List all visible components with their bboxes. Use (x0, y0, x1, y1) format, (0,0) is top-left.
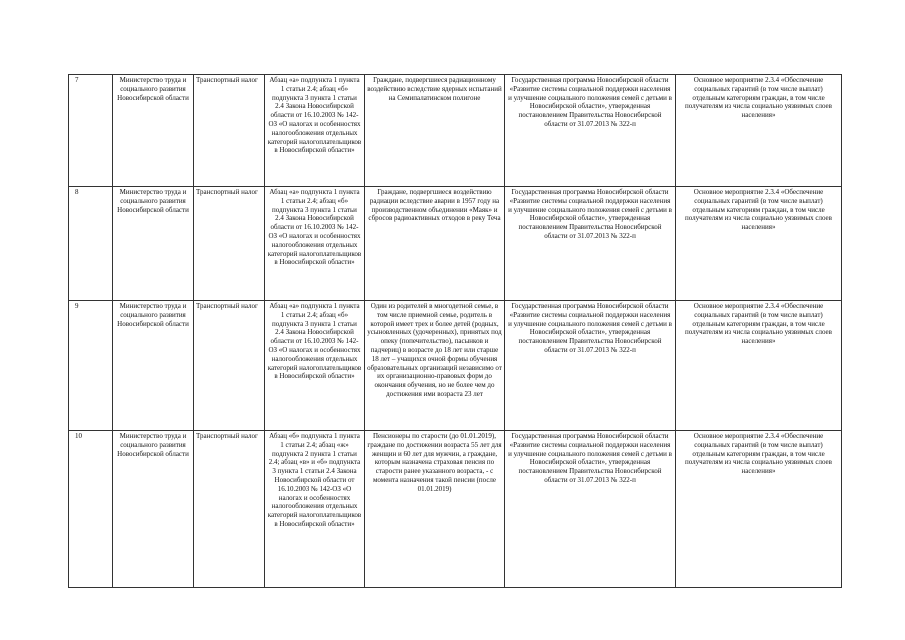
beneficiary-category-cell: Один из родителей в многодетной семье, в том числе приемной семье, родитель в которой имеет трех и более детей (родных, усыновленных (удочеренных), принятых под опеку (попечительство), пасынков и падчериц) в возрасте до 18 лет или старше 18 лет – учащихся очной формы обучения образовательных организаций независимо от их организационно-правовых форм до окончания обучения, но не более чем до достижения ими возраста 23 лет (365, 301, 505, 431)
table-row (69, 187, 842, 301)
main-event-cell: Основное мероприятие 2.3.4 «Обеспечение социальных гарантий (в том числе выплат) отдельным категориям граждан, в том числе получателям из числа социально уязвимых слоев населения» (676, 187, 842, 301)
beneficiary-category-cell: Граждане, подвергшиеся радиационному воздействию вследствие ядерных испытаний на Семипалатинском полигоне (365, 75, 505, 187)
legal-norm-cell: Абзац «б» подпункта 1 пункта 1 статьи 2.4; абзац «ж» подпункта 2 пункта 1 статьи 2.4; абзац «в» и «б» подпункта 3 пункта 1 статьи 2.4 Закона Новосибирской области от 16.10.2003 № 142-ОЗ «О налогах и особенностях налогообложения отдельных категорий налогоплательщиков в Новосибирской области» (265, 431, 365, 588)
main-event-cell: Основное мероприятие 2.3.4 «Обеспечение социальных гарантий (в том числе выплат) отдельным категориям граждан, в том числе получателям из числа социально уязвимых слоев населения» (676, 75, 842, 187)
row-number-cell: 9 (69, 301, 113, 431)
state-program-cell: Государственная программа Новосибирской области «Развитие системы социальной поддержки населения и улучшение социального положения семей с детьми в Новосибирской области», утвержденная постановлением Правительства Новосибирской области от 31.07.2013 № 322-п (505, 75, 676, 187)
organization-cell: Министерство труда и социального развития Новосибирской области (113, 187, 194, 301)
main-event-cell: Основное мероприятие 2.3.4 «Обеспечение социальных гарантий (в том числе выплат) отдельным категориям граждан, в том числе получателям из числа социально уязвимых слоев населения» (676, 301, 842, 431)
main-event-cell: Основное мероприятие 2.3.4 «Обеспечение социальных гарантий (в том числе выплат) отдельным категориям граждан, в том числе получателям из числа социально уязвимых слоев населения» (676, 431, 842, 588)
tax-type-cell: Транспортный налог (194, 187, 265, 301)
beneficiary-category-cell: Граждане, подвергшиеся воздействию радиации вследствие аварии в 1957 году на производственном объединении «Маяк» и сбросов радиоактивных отходов в реку Теча (365, 187, 505, 301)
organization-cell: Министерство труда и социального развития Новосибирской области (113, 301, 194, 431)
legal-norm-cell: Абзац «а» подпункта 1 пункта 1 статьи 2.4; абзац «б» подпункта 3 пункта 1 статьи 2.4 Закона Новосибирской области от 16.10.2003 № 142-ОЗ «О налогах и особенностях налогообложения отдельных категорий налогоплательщиков в Новосибирской области» (265, 75, 365, 187)
organization-cell: Министерство труда и социального развития Новосибирской области (113, 75, 194, 187)
row-number-cell: 10 (69, 431, 113, 588)
table-row (69, 431, 842, 588)
legal-norm-cell: Абзац «а» подпункта 1 пункта 1 статьи 2.4; абзац «б» подпункта 3 пункта 1 статьи 2.4 Закона Новосибирской области от 16.10.2003 № 142-ОЗ «О налогах и особенностях налогообложения отдельных категорий налогоплательщиков в Новосибирской области» (265, 187, 365, 301)
row-number-cell: 8 (69, 187, 113, 301)
beneficiary-category-cell: Пенсионеры по старости (до 01.01.2019), граждане по достижении возраста 55 лет для женщин и 60 лет для мужчин, а граждане, которым назначена страховая пенсия по старости ранее указанного возраста, - с момента назначения такой пенсии (после 01.01.2019) (365, 431, 505, 588)
tax-type-cell: Транспортный налог (194, 431, 265, 588)
table-row (69, 301, 842, 431)
legal-norm-cell: Абзац «а» подпункта 1 пункта 1 статьи 2.4; абзац «б» подпункта 3 пункта 1 статьи 2.4 Закона Новосибирской области от 16.10.2003 № 142-ОЗ «О налогах и особенностях налогообложения отдельных категорий налогоплательщиков в Новосибирской области» (265, 301, 365, 431)
table-row (69, 75, 842, 187)
state-program-cell: Государственная программа Новосибирской области «Развитие системы социальной поддержки населения и улучшение социального положения семей с детьми в Новосибирской области», утвержденная постановлением Правительства Новосибирской области от 31.07.2013 № 322-п (505, 301, 676, 431)
organization-cell: Министерство труда и социального развития Новосибирской области (113, 431, 194, 588)
tax-type-cell: Транспортный налог (194, 75, 265, 187)
tax-type-cell: Транспортный налог (194, 301, 265, 431)
state-program-cell: Государственная программа Новосибирской области «Развитие системы социальной поддержки населения и улучшение социального положения семей с детьми в Новосибирской области», утвержденная постановлением Правительства Новосибирской области от 31.07.2013 № 322-п (505, 431, 676, 588)
row-number-cell: 7 (69, 75, 113, 187)
benefits-table (68, 74, 842, 588)
state-program-cell: Государственная программа Новосибирской области «Развитие системы социальной поддержки населения и улучшение социального положения семей с детьми в Новосибирской области», утвержденная постановлением Правительства Новосибирской области от 31.07.2013 № 322-п (505, 187, 676, 301)
